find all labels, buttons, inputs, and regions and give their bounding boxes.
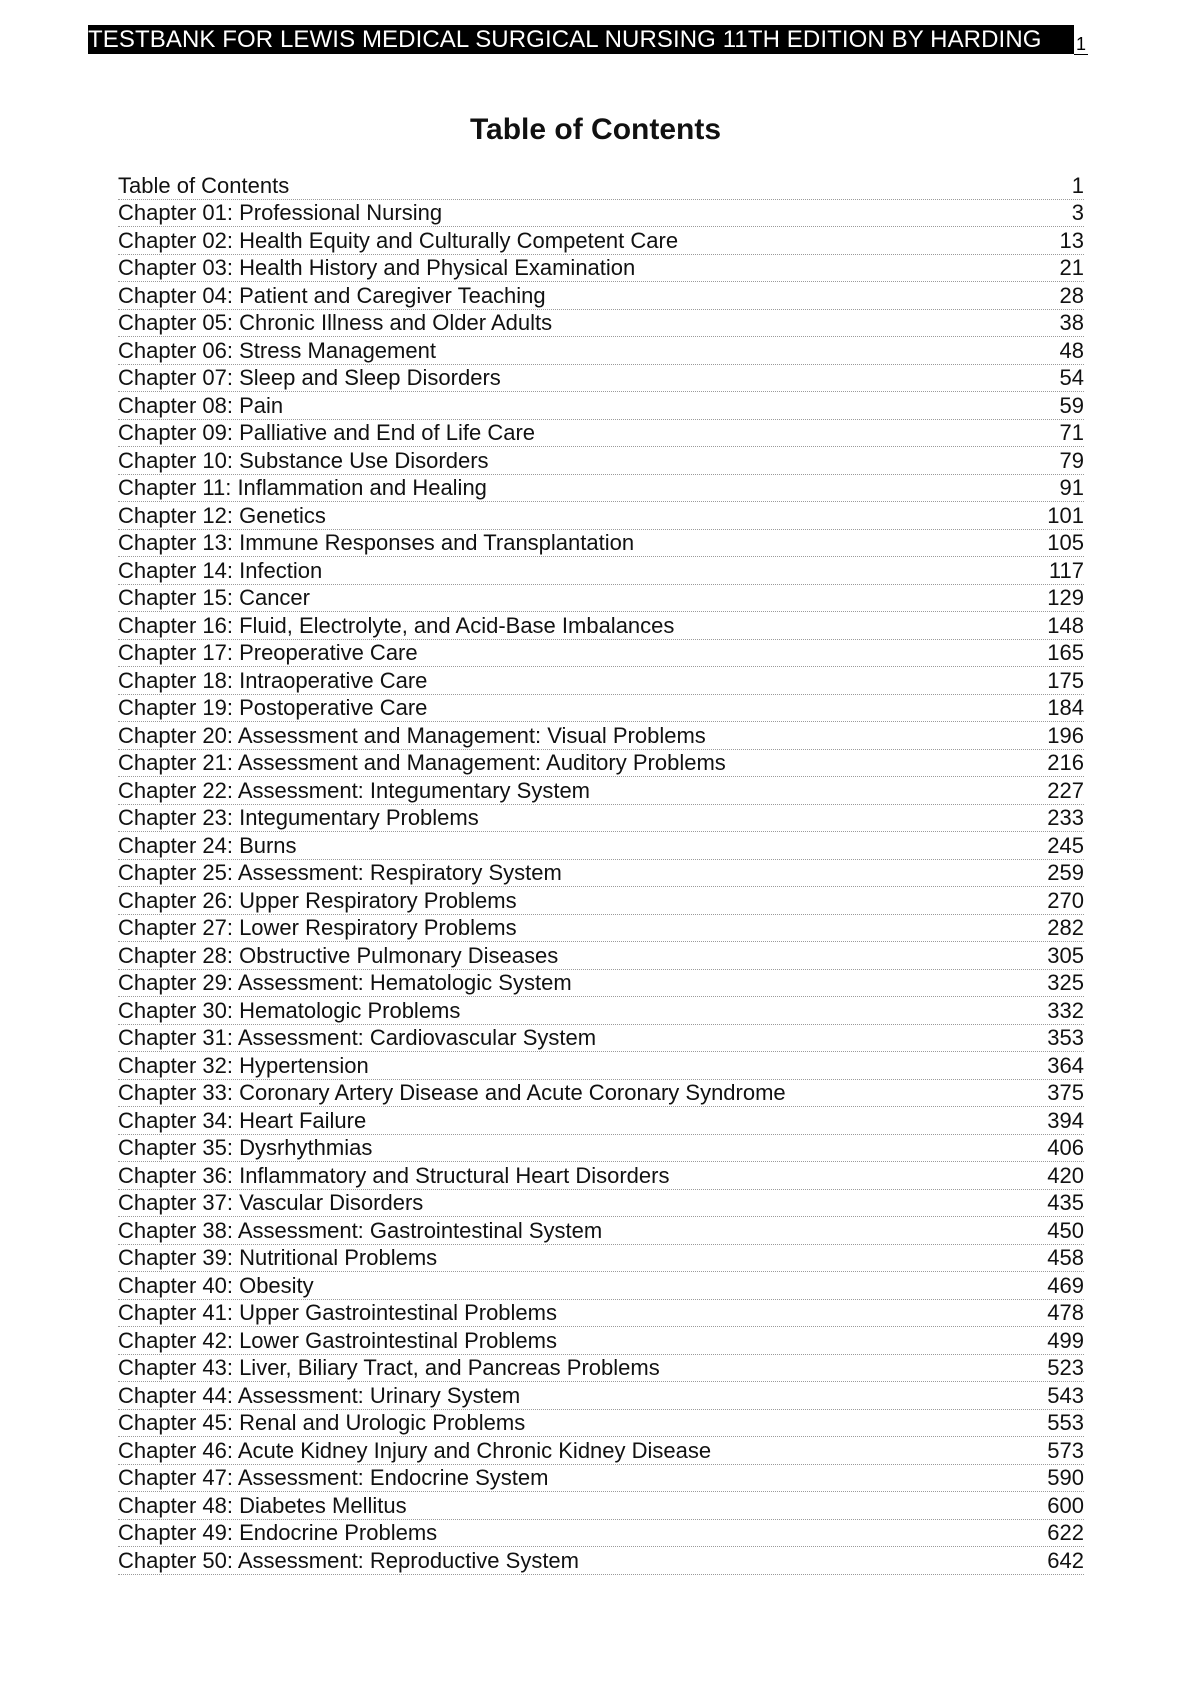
toc-entry[interactable] [118,832,1084,860]
toc-entry-title: Chapter 38: Assessment: Gastrointestinal System [118,1217,603,1243]
toc-entry[interactable] [118,1217,1084,1245]
toc-entry[interactable] [118,1080,1084,1108]
toc-entry-page: 48 [1059,337,1084,363]
toc-entry-page: 54 [1059,365,1084,390]
toc-entry[interactable] [118,1162,1084,1190]
header-banner-text: TESTBANK FOR LEWIS MEDICAL SURGICAL NURSING 11TH EDITION BY HARDING [88,26,1042,53]
toc-entry-page: 499 [1047,1327,1084,1353]
toc-entry[interactable] [118,1135,1084,1163]
toc-entry-title: Chapter 28: Obstructive Pulmonary Diseases [118,942,559,968]
toc-entry-page: 282 [1047,915,1084,940]
toc-entry-title: Chapter 12: Genetics [118,502,326,528]
toc-entry-title: Chapter 13: Immune Responses and Transplantation [118,530,635,555]
toc-entry[interactable] [118,1492,1084,1520]
toc-entry-title: Chapter 22: Assessment: Integumentary System [118,777,591,803]
toc-entry-page: 117 [1048,557,1084,583]
toc-entry[interactable] [118,860,1084,888]
toc-entry-page: 59 [1059,392,1084,418]
toc-entry-page: 71 [1059,420,1084,445]
toc-entry-title: Chapter 37: Vascular Disorders [118,1190,424,1215]
toc-entry-title: Chapter 46: Acute Kidney Injury and Chronic Kidney Disease [118,1437,712,1463]
toc-entry[interactable] [118,337,1084,365]
toc-entry-title: Chapter 24: Burns [118,832,297,858]
toc-entry-title: Chapter 06: Stress Management [118,337,436,363]
toc-entry-page: 233 [1047,805,1084,830]
toc-entry[interactable] [118,585,1084,613]
toc-entry[interactable] [118,1547,1084,1575]
page-number: 1 [1076,34,1087,54]
toc-entry-title: Chapter 20: Assessment and Management: Visual Problems [118,722,706,748]
toc-entry[interactable] [118,1410,1084,1438]
toc-entry[interactable] [118,942,1084,970]
toc-entry[interactable] [118,1052,1084,1080]
toc-entry-title: Chapter 09: Palliative and End of Life Care [118,420,536,445]
toc-entry-page: 245 [1047,832,1084,858]
toc-entry[interactable] [118,1300,1084,1328]
toc-entry-title: Chapter 16: Fluid, Electrolyte, and Acid-Base Imbalances [118,612,675,638]
toc-entry-title: Chapter 21: Assessment and Management: Auditory Problems [118,750,726,775]
toc-entry-title: Chapter 33: Coronary Artery Disease and Acute Coronary Syndrome [118,1080,786,1105]
toc-entry[interactable] [118,1272,1084,1300]
toc-entry[interactable] [118,365,1084,393]
toc-entry-page: 38 [1059,310,1084,335]
page-title: Table of Contents [469,113,722,146]
toc-entry-title: Chapter 36: Inflammatory and Structural Heart Disorders [118,1162,670,1188]
toc-entry-page: 148 [1047,612,1084,638]
toc-entry-title: Chapter 25: Assessment: Respiratory System [118,860,562,885]
toc-entry-title: Chapter 35: Dysrhythmias [118,1135,373,1160]
toc-entry-title: Chapter 34: Heart Failure [118,1107,367,1133]
toc-entry-page: 216 [1047,750,1084,775]
toc-entry-page: 622 [1047,1520,1084,1545]
toc-entry[interactable] [118,227,1084,255]
toc-entry[interactable] [118,1025,1084,1053]
toc-entry[interactable] [118,695,1084,723]
toc-entry-page: 21 [1059,255,1084,280]
toc-entry-page: 91 [1059,475,1084,500]
toc-entry[interactable] [118,1465,1084,1493]
toc-entry[interactable] [118,640,1084,668]
toc-entry[interactable] [118,750,1084,778]
toc-entry[interactable] [118,1190,1084,1218]
toc-entry-title: Chapter 44: Assessment: Urinary System [118,1382,521,1408]
toc-entry-title: Chapter 17: Preoperative Care [118,640,418,665]
toc-entry-page: 600 [1047,1492,1084,1518]
toc-entry[interactable] [118,475,1084,503]
toc-entry-title: Chapter 30: Hematologic Problems [118,997,461,1023]
toc-entry[interactable] [118,997,1084,1025]
toc-entry-title: Chapter 41: Upper Gastrointestinal Problems [118,1300,557,1325]
toc-entry-title: Chapter 45: Renal and Urologic Problems [118,1410,526,1435]
toc-entry[interactable] [118,970,1084,998]
toc-entry-title: Chapter 50: Assessment: Reproductive System [118,1547,579,1573]
toc-entry[interactable] [118,1355,1084,1383]
toc-entry-title: Chapter 43: Liver, Biliary Tract, and Pancreas Problems [118,1355,660,1380]
toc-entry-page: 259 [1047,860,1084,885]
toc-entry-title: Chapter 08: Pain [118,392,284,418]
toc-entry-page: 375 [1047,1080,1084,1105]
toc-entry[interactable] [118,1382,1084,1410]
toc-entry-page: 553 [1047,1410,1084,1435]
toc-entry-page: 469 [1047,1272,1084,1298]
toc-entry-page: 394 [1047,1107,1084,1133]
toc-entry-title: Chapter 47: Assessment: Endocrine System [118,1465,549,1490]
toc-entry-page: 523 [1047,1355,1084,1380]
toc-entry-title: Chapter 19: Postoperative Care [118,695,428,720]
toc-entry-title: Chapter 07: Sleep and Sleep Disorders [118,365,501,390]
toc-entry-page: 573 [1047,1437,1084,1463]
toc-entry-title: Chapter 29: Assessment: Hematologic System [118,970,572,995]
toc-entry-page: 435 [1047,1190,1084,1215]
toc-list [118,172,1084,1575]
toc-entry-page: 458 [1047,1245,1084,1270]
toc-entry-page: 101 [1047,502,1084,528]
toc-entry-title: Chapter 48: Diabetes Mellitus [118,1492,407,1518]
toc-entry-page: 642 [1047,1547,1084,1573]
toc-entry[interactable] [118,310,1084,338]
toc-entry-title: Chapter 42: Lower Gastrointestinal Problems [118,1327,557,1353]
toc-entry-title: Chapter 32: Hypertension [118,1052,369,1078]
toc-entry-page: 79 [1059,447,1084,473]
toc-entry-title: Chapter 15: Cancer [118,585,310,610]
toc-entry-page: 364 [1047,1052,1084,1078]
toc-entry-page: 184 [1047,695,1084,720]
toc-entry-title: Chapter 31: Assessment: Cardiovascular System [118,1025,597,1050]
toc-entry-title: Table of Contents [118,172,290,198]
toc-entry[interactable] [118,1437,1084,1465]
toc-entry-title: Chapter 05: Chronic Illness and Older Adults [118,310,553,335]
toc-entry-page: 332 [1047,997,1084,1023]
toc-entry[interactable] [118,1245,1084,1273]
toc-entry-page: 325 [1047,970,1084,995]
toc-entry[interactable] [118,200,1084,228]
toc-entry-page: 165 [1047,640,1084,665]
toc-entry-title: Chapter 27: Lower Respiratory Problems [118,915,517,940]
toc-entry-page: 13 [1059,227,1084,253]
toc-entry-title: Chapter 49: Endocrine Problems [118,1520,438,1545]
toc-entry-page: 420 [1047,1162,1084,1188]
toc-entry[interactable] [118,667,1084,695]
toc-entry[interactable] [118,722,1084,750]
toc-entry[interactable] [118,915,1084,943]
toc-entry-page: 270 [1047,887,1084,913]
toc-entry-page: 590 [1047,1465,1084,1490]
toc-entry[interactable] [118,172,1084,200]
toc-entry[interactable] [118,255,1084,283]
toc-entry[interactable] [118,1327,1084,1355]
toc-entry-page: 478 [1047,1300,1084,1325]
toc-entry[interactable] [118,805,1084,833]
toc-entry-page: 406 [1047,1135,1084,1160]
toc-entry-title: Chapter 03: Health History and Physical Examination [118,255,636,280]
toc-entry-title: Chapter 40: Obesity [118,1272,314,1298]
toc-entry[interactable] [118,282,1084,310]
toc-entry[interactable] [118,502,1084,530]
toc-entry-title: Chapter 04: Patient and Caregiver Teaching [118,282,546,308]
toc-entry-title: Chapter 02: Health Equity and Culturally Competent Care [118,227,679,253]
toc-entry-title: Chapter 23: Integumentary Problems [118,805,479,830]
toc-entry-page: 450 [1047,1217,1084,1243]
toc-entry-page: 129 [1047,585,1084,610]
toc-entry[interactable] [118,1520,1084,1548]
toc-entry[interactable] [118,420,1084,448]
toc-entry-page: 28 [1059,282,1084,308]
toc-entry[interactable] [118,612,1084,640]
toc-entry[interactable] [118,447,1084,475]
toc-entry-page: 196 [1047,722,1084,748]
toc-entry-title: Chapter 14: Infection [118,557,323,583]
toc-entry-title: Chapter 11: Inflammation and Healing [118,475,487,500]
toc-entry[interactable] [118,777,1084,805]
toc-entry[interactable] [118,1107,1084,1135]
toc-entry-page: 1 [1071,172,1084,198]
toc-entry-page: 227 [1047,777,1084,803]
toc-entry-page: 3 [1071,200,1084,225]
toc-entry[interactable] [118,887,1084,915]
toc-entry-page: 175 [1047,667,1084,693]
toc-entry-title: Chapter 10: Substance Use Disorders [118,447,489,473]
toc-entry-page: 305 [1047,942,1084,968]
toc-entry-title: Chapter 26: Upper Respiratory Problems [118,887,517,913]
toc-entry-title: Chapter 01: Professional Nursing [118,200,443,225]
toc-entry-page: 353 [1047,1025,1084,1050]
toc-entry-title: Chapter 18: Intraoperative Care [118,667,428,693]
header-banner [88,25,1074,54]
toc-entry-page: 543 [1047,1382,1084,1408]
toc-entry-title: Chapter 39: Nutritional Problems [118,1245,438,1270]
toc-entry[interactable] [118,530,1084,558]
toc-entry[interactable] [118,392,1084,420]
toc-entry-page: 105 [1047,530,1084,555]
toc-entry[interactable] [118,557,1084,585]
